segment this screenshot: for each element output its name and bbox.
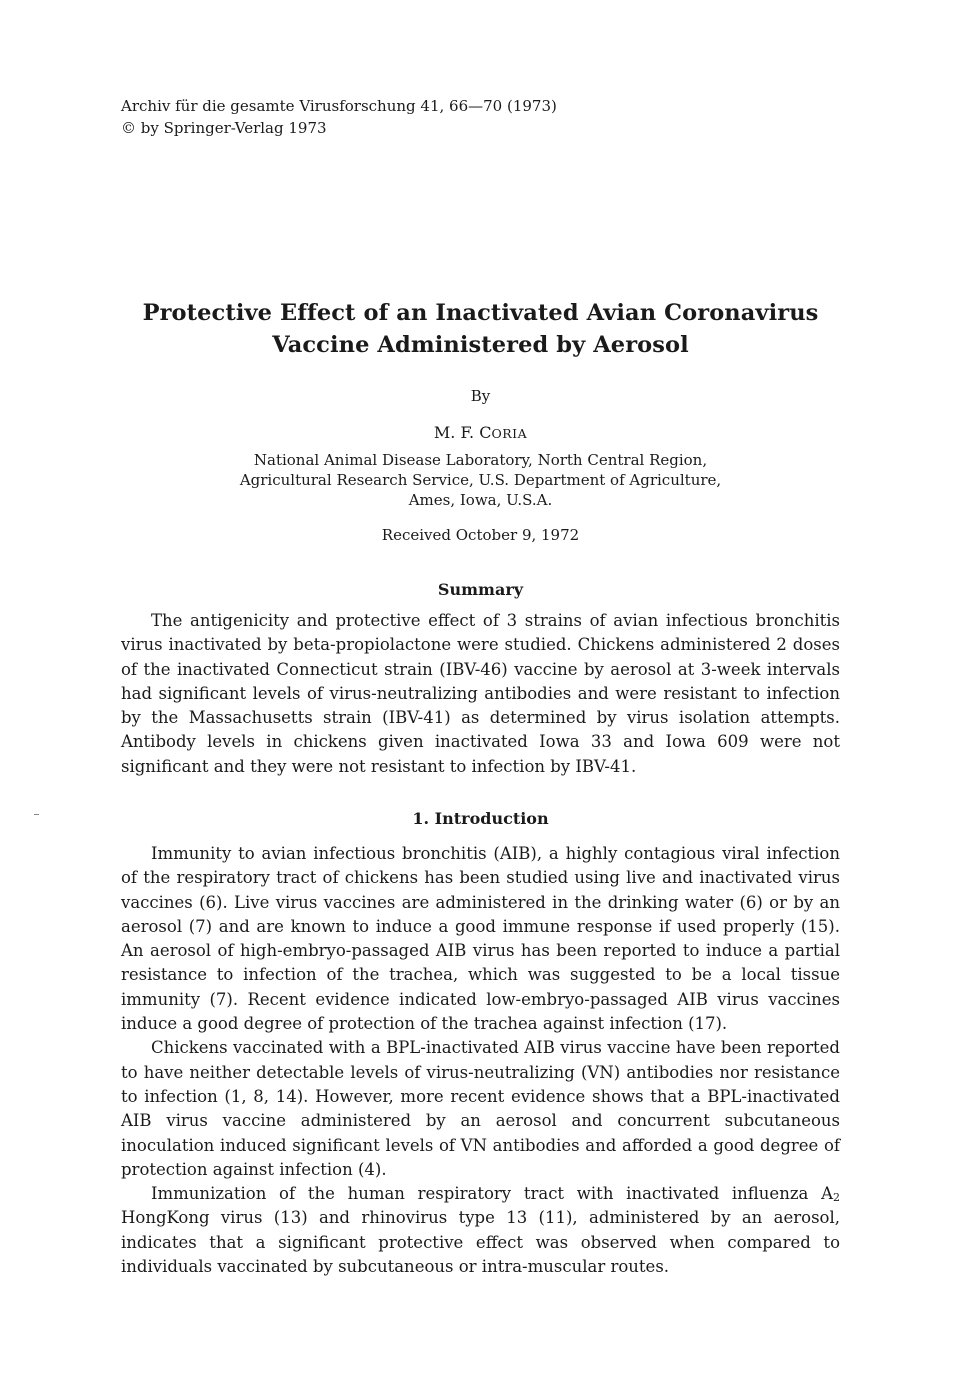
title-line-1: Protective Effect of an Inactivated Avian Coronavirus — [142, 300, 819, 326]
byline: By — [470, 387, 491, 405]
subscript-2: 2 — [833, 1191, 840, 1205]
affiliation — [100, 450, 861, 510]
intro-p3-start: Immunization of the human respiratory tract with inactivated influenza A — [151, 1184, 833, 1204]
intro-paragraph-1: Immunity to avian infectious bronchitis (AIB), a highly contagious viral infection of the respiratory tract of chickens has been studied using live and inactivated virus vaccines (6). Live virus vaccines are administered in the drinking water (6) or by an aerosol (7) and are known to induce a good immune response if used properly (15). An aerosol of high-embryo-passaged AIB virus has been reported to induce a partial resistance to infection of the trachea, which was suggested to be a local tissue immunity (7). Recent evidence indicated low-embryo-passaged AIB virus vaccines induce a good degree of protection of the trachea against infection (17). — [121, 844, 840, 1034]
journal-line: Archiv für die gesamte Virusforschung 41, 66—70 (1973) — [121, 97, 557, 115]
title-line-2: Vaccine Administered by Aerosol — [272, 332, 689, 358]
introduction-text — [121, 842, 840, 1279]
summary-text — [121, 609, 840, 779]
summary-heading: Summary — [437, 580, 524, 599]
introduction-heading: 1. Introduction — [412, 809, 549, 828]
author-name — [100, 422, 861, 444]
copyright-line: © by Springer-Verlag 1973 — [121, 119, 327, 137]
intro-paragraph-2: Chickens vaccinated with a BPL-inactivated AIB virus vaccine have been reported to have neither detectable levels of virus-neutralizing (VN) antibodies nor resistance to infection (1, 8, 14). However, more recent evidence shows that a BPL-inactivated AIB virus vaccine administered by an aerosol and concurrent subcutaneous inoculation induced significant levels of VN antibodies and afforded a good degree of protection against infection (4). — [121, 1038, 840, 1179]
author-initials: M. F. C — [433, 423, 492, 442]
intro-p3-end: HongKong virus (13) and rhinovirus type 13 (11), administered by an aerosol, indicates that a significant protective effect was observed when compared to individuals vaccinated by subcutaneous or intra-muscular routes. — [121, 1208, 840, 1277]
author-surname-rest: ORIA — [491, 426, 528, 441]
margin-mark — [34, 814, 39, 815]
received-date: Received October 9, 1972 — [381, 526, 580, 544]
journal-citation — [121, 95, 557, 139]
affiliation-line-1: National Animal Disease Laboratory, North Central Region, — [253, 451, 708, 469]
paper-title — [100, 297, 861, 361]
summary-paragraph: The antigenicity and protective effect of 3 strains of avian infectious bronchitis virus inactivated by beta-propiolactone were studied. Chickens administered 2 doses of the inactivated Connecticut strain (IBV-46) vaccine by aerosol at 3-week intervals had significant levels of virus-neutralizing antibodies and were resistant to infection by the Massachusetts strain (IBV-41) as determined by virus isolation attempts. Antibody levels in chickens given inactivated Iowa 33 and Iowa 609 were not significant and they were not resistant to infection by IBV-41. — [121, 611, 840, 776]
intro-paragraph-3 — [121, 1182, 840, 1279]
affiliation-line-2: Agricultural Research Service, U.S. Department of Agriculture, — [239, 471, 722, 489]
affiliation-line-3: Ames, Iowa, U.S.A. — [408, 491, 553, 509]
